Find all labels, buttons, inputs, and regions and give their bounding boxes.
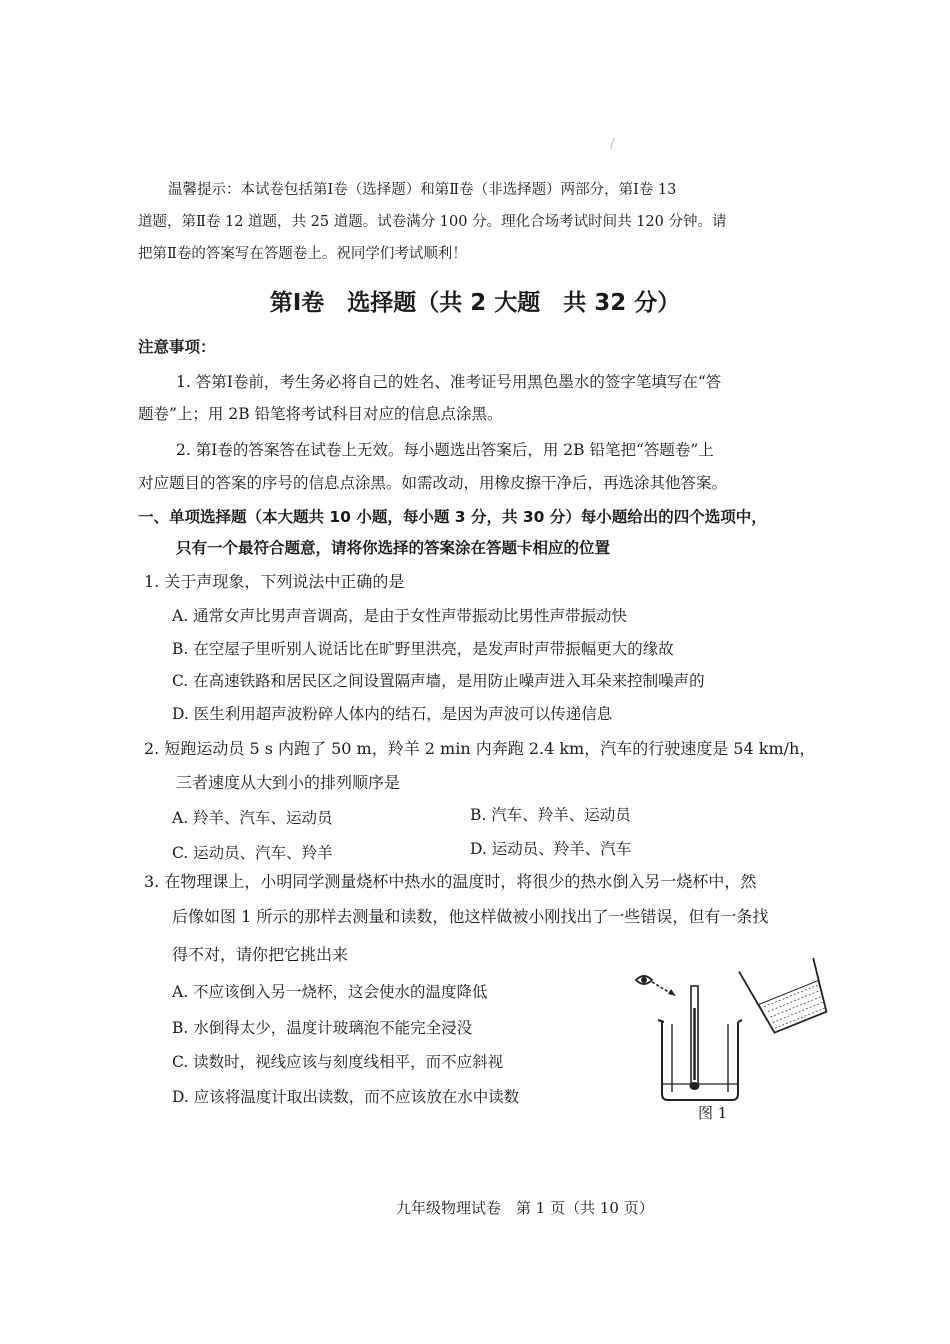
q3-stem-line-1: 3. 在物理课上，小明同学测量烧杯中热水的温度时，将很少的热水倒入另一烧杯中，然 xyxy=(144,872,757,891)
q1-option-c: C. 在高速铁路和居民区之间设置隔声墙，是用防止噪声进入耳朵来控制噪声的 xyxy=(172,672,705,690)
q2-option-d: D. 运动员、羚羊、汽车 xyxy=(470,840,632,858)
notes-heading: 注意事项： xyxy=(138,338,216,356)
q2-option-c: C. 运动员、汽车、羚羊 xyxy=(172,844,333,862)
q3-stem-line-2: 后像如图 1 所示的那样去测量和读数，他这样做被小刚找出了一些错误，但有一条找 xyxy=(172,907,769,926)
figure-1-caption: 图 1 xyxy=(698,1104,728,1122)
q1-stem: 1. 关于声现象，下列说法中正确的是 xyxy=(144,572,405,591)
q2-stem-line-1: 2. 短跑运动员 5 s 内跑了 50 m，羚羊 2 min 内奔跑 2.4 km，汽车的行驶速度是 54 km/h， xyxy=(144,739,816,758)
q3-stem-line-3: 得不对，请你把它挑出来 xyxy=(172,945,349,964)
note-1-line-1: 1. 答第Ⅰ卷前，考生务必将自己的姓名、准考证号用黑色墨水的签字笔填写在“答 xyxy=(176,373,722,391)
tip-line-1: 温馨提示：本试卷包括第Ⅰ卷（选择题）和第Ⅱ卷（非选择题）两部分，第Ⅰ卷 13 xyxy=(168,182,677,198)
q3-option-d: D. 应该将温度计取出读数，而不应该放在水中读数 xyxy=(172,1088,520,1106)
page-footer: 九年级物理试卷 第 1 页（共 10 页） xyxy=(396,1199,654,1217)
q1-option-a: A. 通常女声比男声音调高，是由于女性声带振动比男性声带振动快 xyxy=(172,607,628,625)
tip-line-2: 道题，第Ⅱ卷 12 道题，共 25 道题。试卷满分 100 分。理化合场考试时间共 120 分钟。请 xyxy=(138,214,727,230)
tip-line-3: 把第Ⅱ卷的答案写在答题卷上。祝同学们考试顺利！ xyxy=(138,246,467,262)
scan-mark: / xyxy=(610,136,615,152)
q1-option-d: D. 医生利用超声波粉碎人体内的结石，是因为声波可以传递信息 xyxy=(172,705,613,723)
q3-option-a: A. 不应该倒入另一烧杯，这会使水的温度降低 xyxy=(172,983,488,1001)
note-2-line-2: 对应题目的答案的序号的信息点涂黑。如需改动，用橡皮擦干净后，再选涂其他答案。 xyxy=(138,474,728,492)
note-2-line-1: 2. 第Ⅰ卷的答案答在试卷上无效。每小题选出答案后，用 2B 铅笔把“答题卷”上 xyxy=(176,441,714,459)
q3-option-c: C. 读数时，视线应该与刻度线相平，而不应斜视 xyxy=(172,1053,504,1071)
q1-option-b: B. 在空屋子里听别人说话比在旷野里洪亮，是发声时声带振幅更大的缘故 xyxy=(172,640,674,658)
part1-heading-line-1: 一、单项选择题（本大题共 10 小题，每小题 3 分，共 30 分）每小题给出的四个选项中， xyxy=(138,508,767,526)
figure-1-thermometer-illustration xyxy=(628,958,828,1108)
note-1-line-2: 题卷”上；用 2B 铅笔将考试科目对应的信息点涂黑。 xyxy=(138,405,503,423)
q2-stem-line-2: 三者速度从大到小的排列顺序是 xyxy=(176,773,401,792)
q2-option-a: A. 羚羊、汽车、运动员 xyxy=(172,809,333,827)
section-title: 第Ⅰ卷 选择题（共 2 大题 共 32 分） xyxy=(269,290,681,316)
q3-option-b: B. 水倒得太少，温度计玻璃泡不能完全浸没 xyxy=(172,1019,473,1037)
part1-heading-line-2: 只有一个最符合题意，请将你选择的答案涂在答题卡相应的位置 xyxy=(176,539,611,557)
q2-option-b: B. 汽车、羚羊、运动员 xyxy=(470,806,631,824)
